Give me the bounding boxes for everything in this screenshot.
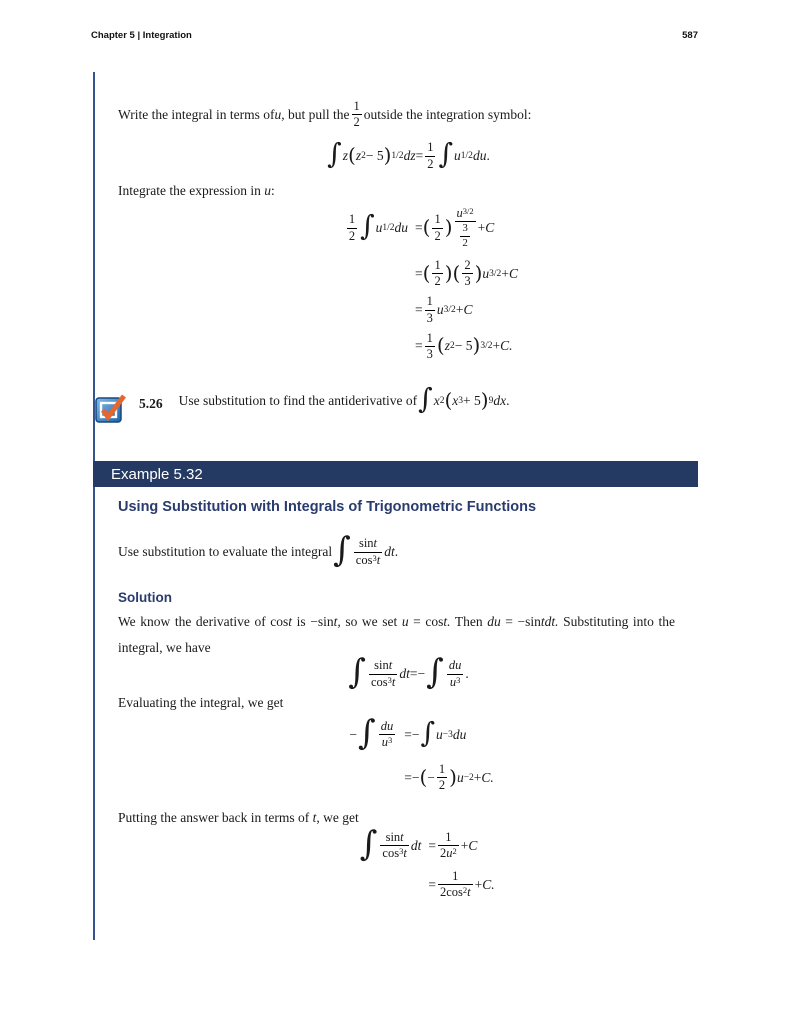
- putting-text: Putting the answer back in terms of t, we get: [118, 810, 359, 825]
- integrate-paragraph: Integrate the expression in u:: [118, 183, 275, 198]
- solution-paragraph: We know the derivative of cost is −sint, so we set u = cost. Then du = −sintdt. Substituting into the integral, we have: [118, 614, 676, 655]
- work-line-4: = $\frac{1}{3}$ ( z 2 − 5 ) 3/2 + C.: [415, 330, 513, 361]
- worked-equations: [118, 207, 698, 361]
- fraction-one-half: $\frac{1}{2}$: [427, 140, 434, 171]
- example-title: Using Substitution with Integrals of Trigonometric Functions: [118, 499, 537, 515]
- solution-heading: Solution: [118, 590, 172, 605]
- work-line-2: = ( 1 2 ) ( 2 3 ) u 3/2 + C: [415, 258, 518, 289]
- intro-paragraph: [118, 100, 698, 129]
- var-u: u: [264, 183, 271, 198]
- chapter-label: Chapter 5 | Integration: [91, 30, 192, 41]
- work-line-1: 1 2 ∫ u 1/2 du = ( 1 2 ) $u^{3/2}$ $\frac{3}{2}$ + C: [348, 206, 495, 249]
- final-equations: [118, 823, 698, 900]
- text-run: outside the integration symbol:: [363, 106, 532, 122]
- var-z: z: [342, 148, 349, 163]
- nested-fraction: $u^{3/2}$ $\frac{3}{2}$: [456, 206, 474, 249]
- evaluated-equations: [118, 712, 698, 793]
- equation-substitution: ∫ z ( z 2 − 5 ) 1/2 dz = $\frac{1}{2}$ ∫ u 1/2 du .: [327, 137, 490, 171]
- page-number: 587: [682, 30, 698, 41]
- example-banner: [93, 461, 698, 487]
- final-line-1: ∫ sint $\cos^3t$ dt = $\frac{1}{2u^2}$ + C: [359, 823, 478, 864]
- var-u: u: [274, 106, 282, 122]
- example-banner-label: Example 5.32: [111, 465, 203, 483]
- equation-substituted-integral: ∫ sint $\cos^3t$ dt = − ∫ du $u^3$ .: [348, 652, 469, 692]
- evaluating-text: Evaluating the integral, we get: [118, 695, 284, 710]
- checkpoint-number: 5.26: [139, 396, 163, 411]
- example-lead: Use substitution to evaluate the integral ∫ sint $\cos^3t$ dt .: [118, 530, 399, 570]
- section-left-rule: [93, 72, 95, 940]
- text-run: Write the integral in terms of: [118, 106, 275, 122]
- text-run: Integrate the expression in: [118, 183, 265, 198]
- eval-line-2: = − ( − $\frac{1}{2}$ ) u −2 + C.: [404, 762, 494, 793]
- checkpoint-text: Use substitution to find the antiderivative of ∫ x 2 ( x 3 + 5 ) 9 dx .: [178, 382, 510, 415]
- sin-over-cos-fraction: sint $\cos^3t$: [355, 536, 381, 567]
- work-line-3: = $\frac{1}{3}$ u 3/2 + C: [415, 294, 473, 325]
- final-line-2: = $\frac{1}{2\cos^2t}$ + C.: [428, 869, 495, 900]
- page-header: [91, 30, 698, 41]
- checkpoint-checkbox-icon: [95, 392, 127, 424]
- fraction-one-half: 1 2: [353, 99, 360, 130]
- checkpoint-5-26: [95, 382, 695, 424]
- eval-line-1: − ∫ du $u^3$ = − ∫ u −3 du: [349, 712, 467, 753]
- text-run: , but pull the: [281, 106, 350, 122]
